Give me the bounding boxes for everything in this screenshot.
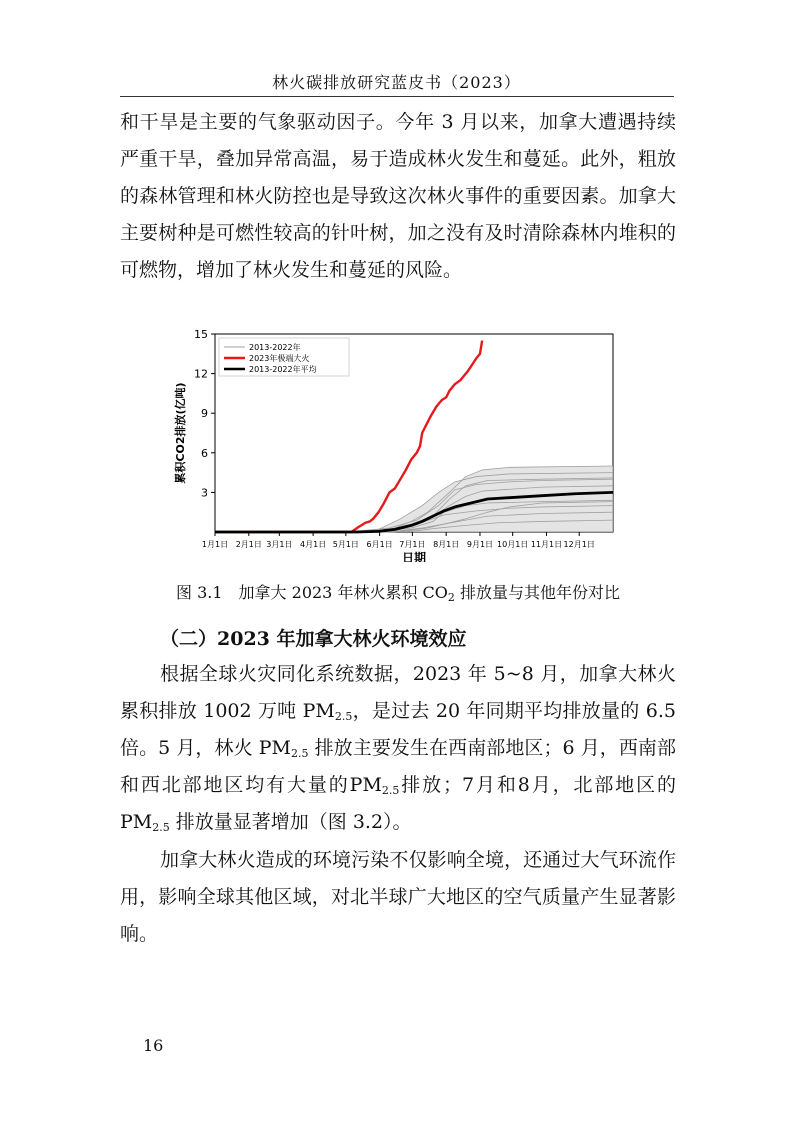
x-tick-label: 6月1日 bbox=[366, 540, 393, 549]
y-tick-label: 15 bbox=[194, 328, 208, 341]
header-rule bbox=[120, 96, 674, 97]
x-tick-label: 11月1日 bbox=[530, 540, 563, 549]
y-axis-label: 累积CO2排放(亿吨) bbox=[174, 382, 187, 484]
y-tick-label: 6 bbox=[201, 446, 208, 460]
legend-label-mean: 2013-2022年平均 bbox=[249, 365, 317, 374]
x-tick-label: 12月1日 bbox=[563, 540, 595, 549]
x-tick-label: 1月1日 bbox=[201, 540, 229, 549]
x-tick-label: 4月1日 bbox=[300, 540, 327, 549]
paragraph-pm25: 根据全球火灾同化系统数据，2023 年 5~8 月，加拿大林火累积排放 1002 万吨 $PM_{2.5}$，是过去 20 年同期平均排放量的 6.5 倍。5 月，林火 $PM_{2.5}$ 排放主要发生在西南部地区；6 月，西南部和西北部地区均有大量的$PM_{2.5}$排放；7月和8月，北部地区的 $PM_{2.5}$ 排放量显著增加（图 3.2）。 bbox=[120, 663, 676, 834]
cumulative-co2-chart bbox=[170, 322, 630, 562]
chart-svg bbox=[170, 322, 630, 562]
x-tick-label: 7月1日 bbox=[399, 540, 426, 549]
y-tick-label: 12 bbox=[194, 367, 208, 381]
x-tick-label: 9月1日 bbox=[466, 540, 494, 549]
x-tick-label: 5月1日 bbox=[332, 540, 359, 549]
x-tick-label: 8月1日 bbox=[433, 540, 460, 549]
legend-label-history: 2013-2022年 bbox=[249, 343, 301, 352]
running-header: 林火碳排放研究蓝皮书（2023） bbox=[272, 73, 521, 92]
legend-label-extreme: 2023年极端大火 bbox=[249, 354, 310, 363]
x-tick-label: 2月1日 bbox=[235, 540, 262, 549]
paragraph-intro: 和干旱是主要的气象驱动因子。今年 3 月以来，加拿大遭遇持续严重干旱，叠加异常高温，易于造成林火发生和蔓延。此外，粗放的森林管理和林火防控也是导致这次林火事件的重要因素。加拿大主要树种是可燃性较高的针叶树，加之没有及时清除森林内堆积的可燃物，增加了林火发生和蔓延的风险。 bbox=[120, 111, 676, 281]
y-tick-label: 3 bbox=[201, 486, 208, 500]
page-number: 16 bbox=[143, 1036, 164, 1055]
paragraph-impact: 加拿大林火造成的环境污染不仅影响全境，还通过大气环流作用，影响全球其他区域，对北半球广大地区的空气质量产生显著影响。 bbox=[120, 849, 676, 945]
x-tick-label: 10月1日 bbox=[497, 540, 529, 549]
figure-caption: 图 3.1 加拿大 2023 年林火累积 $CO_2$ 排放量与其他年份对比 bbox=[176, 583, 620, 604]
section-heading: （二）2023 年加拿大林火环境效应 bbox=[160, 628, 467, 650]
y-tick-label: 9 bbox=[201, 407, 208, 421]
x-axis-label: 日期 bbox=[401, 551, 427, 562]
x-tick-label: 3月1日 bbox=[266, 540, 293, 549]
